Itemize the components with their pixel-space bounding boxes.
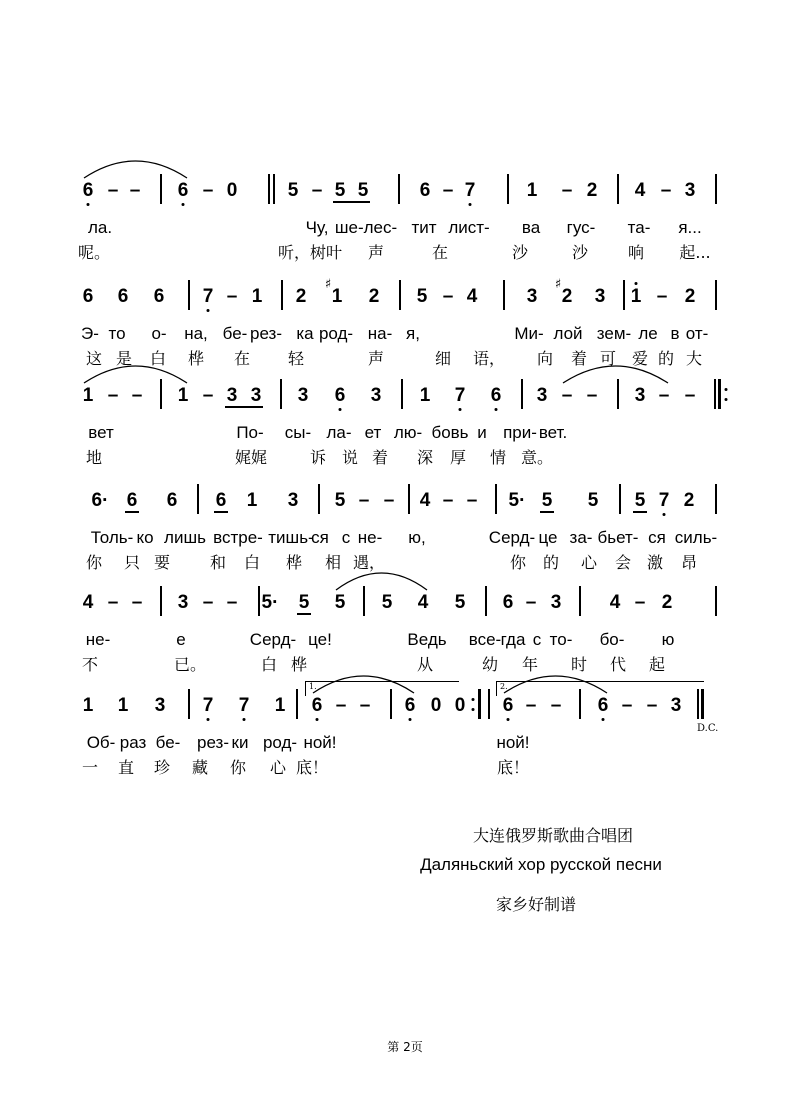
note: 3 [526,286,538,307]
note: 1 [251,286,263,307]
lyric-russian: лю- [393,423,423,442]
note: 6 [404,695,416,716]
note: 1 [331,286,343,307]
note: 3 [370,385,382,406]
lyric-russian: вет [88,423,114,442]
lyric-russian: Ми- [514,324,544,343]
note: 3 [287,490,299,511]
lyric-chinese: 诉 [309,448,327,467]
lyric-russian: Толь- [90,528,134,547]
lyric-chinese: 着 [371,448,389,467]
note: 7 [454,385,466,406]
extension-dash: – [107,385,119,406]
lyric-russian: лой [553,324,583,343]
lyric-russian: ет [364,423,382,442]
lyric-russian: лист- [448,218,490,237]
lyric-chinese: 激 [646,553,664,572]
lyric-russian: силь- [674,528,718,547]
note: 4 [634,180,646,201]
note: 3 [177,592,189,613]
note: 2 [295,286,307,307]
extension-dash: – [621,695,633,716]
lyric-chinese: 桦 [285,553,303,572]
note: 2 [683,490,695,511]
lyric-chinese: 白 [260,655,278,674]
extension-dash: – [202,385,214,406]
note: 3 [550,592,562,613]
extension-dash: – [646,695,658,716]
note: 5 [357,180,369,201]
lyric-russian: род- [318,324,354,343]
lyric-chinese: 年 [521,655,539,674]
lyric-russian: и [477,423,487,442]
lyric-russian: с [341,528,351,547]
note: 6 [82,180,94,201]
lyric-russian: с [532,630,542,649]
page-number: 第 2页 [387,1040,423,1054]
lyric-russian: тишь- [268,528,314,547]
note: 4 [609,592,621,613]
lyric-russian: ва [521,218,541,237]
lyric-russian: бе- [222,324,248,343]
arranger-credit: 家乡好制谱 [495,895,577,914]
lyric-chinese: 桦 [290,655,308,674]
note: 0 [430,695,442,716]
extension-dash: – [442,490,454,511]
lyric-russian: тит [411,218,437,237]
lyric-russian: бьет- [597,528,639,547]
extension-dash: – [202,592,214,613]
note: 5 [541,490,553,511]
note: 1 [82,695,94,716]
note: 5 [587,490,599,511]
lyric-russian: ше-лес- [334,218,398,237]
lyric-russian: рез- [197,733,229,752]
note: 6 [82,286,94,307]
note: 6 [166,490,178,511]
extension-dash: – [202,180,214,201]
lyric-chinese: 沙 [511,243,529,262]
lyric-chinese: 底！ [295,758,329,777]
volta-bracket-2 [496,681,704,696]
lyric-russian: не- [85,630,111,649]
note: 2 [684,286,696,307]
note: 3 [684,180,696,201]
lyric-russian: Серд- [488,528,536,547]
volta-number: 2. [500,682,508,691]
extension-dash: – [383,490,395,511]
note: 1 [117,695,129,716]
lyric-chinese: 着 [570,349,588,368]
note: 1 [274,695,286,716]
extension-dash: – [226,592,238,613]
note: 1 [177,385,189,406]
extension-dash: – [466,490,478,511]
lyric-chinese: 这 [85,349,103,368]
note: 5 [634,490,646,511]
lyric-chinese: 响 [627,243,645,262]
lyric-chinese: 在 [431,243,449,262]
lyric-chinese: 白 [243,553,261,572]
note: 6· [91,490,109,511]
lyric-russian: в [670,324,680,343]
lyric-chinese: 意。 [520,448,554,467]
lyric-chinese: 轻 [287,349,305,368]
note: 6 [117,286,129,307]
lyric-russian: гда [500,630,526,649]
sharp-accidental: ♯ [554,277,562,292]
lyric-russian: ле [638,324,658,343]
note: 5 [454,592,466,613]
lyric-chinese: 幼 [481,655,499,674]
lyric-russian: о- [151,324,167,343]
lyric-russian: ной! [496,733,530,752]
lyric-russian: гус- [566,218,596,237]
extension-dash: – [656,286,668,307]
lyric-chinese: 要 [153,553,171,572]
lyric-russian: Чу, [305,218,329,237]
extension-dash: – [586,385,598,406]
lyric-russian: ся [311,528,329,547]
lyric-russian: на- [367,324,393,343]
lyric-russian: сы- [284,423,312,442]
lyric-chinese: 你 [509,553,527,572]
lyric-russian: ко [136,528,154,547]
note: 7 [464,180,476,201]
note: 4 [82,592,94,613]
note: 4 [419,490,431,511]
lyric-chinese: 的 [542,553,560,572]
extension-dash: – [131,592,143,613]
lyric-russian: зем- [596,324,632,343]
lyric-russian: ки [231,733,249,752]
lyric-russian: на, [184,324,208,343]
note: 3 [226,385,238,406]
lyric-russian: ной! [303,733,337,752]
lyric-chinese: 起 [648,655,666,674]
note: 7 [238,695,250,716]
extension-dash: – [634,592,646,613]
lyric-chinese: 遇， [352,553,386,572]
lyric-russian: бо- [599,630,625,649]
note: 6 [126,490,138,511]
lyric-russian: от- [685,324,709,343]
note: 5 [334,180,346,201]
lyric-chinese: 娓娓 [234,448,268,467]
note: 6 [311,695,323,716]
extension-dash: – [684,385,696,406]
lyric-russian: не- [357,528,383,547]
lyric-chinese: 藏 [191,758,209,777]
lyric-russian: ла. [87,218,113,237]
lyric-russian: при- [503,423,537,442]
lyric-chinese: 呢。 [77,243,111,262]
lyric-russian: Об- [86,733,116,752]
extension-dash: – [442,180,454,201]
sharp-accidental: ♯ [324,277,332,292]
extension-dash: – [311,180,323,201]
note: 5· [261,592,279,613]
note: 3 [670,695,682,716]
note: 5 [287,180,299,201]
lyric-chinese: 听，树叶 [277,243,343,262]
lyric-chinese: 语， [472,349,506,368]
note: 4 [417,592,429,613]
note: 2 [661,592,673,613]
lyric-russian: ся [648,528,666,547]
lyric-chinese: 会 [614,553,632,572]
lyric-russian: лишь [164,528,206,547]
lyric-russian: рез- [250,324,282,343]
lyric-chinese: 的 [657,349,675,368]
lyric-chinese: 你 [85,553,103,572]
lyric-chinese: 心 [269,758,287,777]
lyric-russian: то [108,324,126,343]
lyric-russian: все- [468,630,502,649]
lyric-chinese: 直 [117,758,135,777]
extension-dash: – [129,180,141,201]
note: 0 [226,180,238,201]
lyric-russian: ла- [326,423,352,442]
note: 0 [454,695,466,716]
lyric-chinese: 可 [599,349,617,368]
note: 2 [561,286,573,307]
note: 1 [246,490,258,511]
lyric-chinese: 只 [123,553,141,572]
lyric-chinese: 爱 [631,349,649,368]
note: 5 [334,490,346,511]
extension-dash: – [442,286,454,307]
choir-name-russian: Даляньский хор русской песни [420,855,662,874]
note: 5· [508,490,526,511]
extension-dash: – [525,592,537,613]
lyric-chinese: 从 [416,655,434,674]
lyric-chinese: 昂 [680,553,698,572]
lyric-chinese: 大 [685,349,703,368]
lyric-russian: Э- [81,324,99,343]
lyric-chinese: 不 [81,655,99,674]
lyric-russian: це [538,528,558,547]
lyric-russian: за- [569,528,593,547]
lyric-russian: я... [678,218,702,237]
lyric-chinese: 是 [115,349,133,368]
lyric-russian: е [176,630,186,649]
lyric-russian: ю [661,630,675,649]
note: 3 [634,385,646,406]
lyric-chinese: 时 [570,655,588,674]
note: 3 [297,385,309,406]
lyric-chinese: 情 [489,448,507,467]
note: 6 [334,385,346,406]
lyric-chinese: 声 [367,349,385,368]
lyric-russian: то- [549,630,573,649]
extension-dash: – [550,695,562,716]
note: 6 [502,695,514,716]
note: 6 [153,286,165,307]
choir-name-chinese: 大连俄罗斯歌曲合唱团 [472,826,634,845]
note: 5 [381,592,393,613]
note: 6 [502,592,514,613]
note: 5 [416,286,428,307]
lyric-russian: я, [406,324,420,343]
note: 3 [536,385,548,406]
lyric-russian: ка [296,324,314,343]
lyric-chinese: 代 [609,655,627,674]
extension-dash: – [359,695,371,716]
extension-dash: – [107,180,119,201]
lyric-chinese: 声 [367,243,385,262]
lyric-chinese: 地 [85,448,103,467]
note: 3 [594,286,606,307]
note: 1 [82,385,94,406]
lyric-chinese: 白 [149,349,167,368]
note: 5 [298,592,310,613]
extension-dash: – [658,385,670,406]
extension-dash: – [226,286,238,307]
da-capo-marking: D.C. [697,723,719,734]
extension-dash: – [561,180,573,201]
lyric-chinese: 你 [229,758,247,777]
extension-dash: – [660,180,672,201]
lyric-chinese: 珍 [153,758,171,777]
lyric-russian: бовь [431,423,469,442]
lyric-chinese: 深 [416,448,434,467]
extension-dash: – [131,385,143,406]
note: 2 [586,180,598,201]
note: 1 [419,385,431,406]
note: 6 [177,180,189,201]
lyric-russian: встре- [213,528,263,547]
note: 1 [526,180,538,201]
extension-dash: – [335,695,347,716]
note: 3 [154,695,166,716]
note: 6 [215,490,227,511]
note: 6 [597,695,609,716]
lyric-chinese: 说 [341,448,359,467]
extension-dash: – [107,592,119,613]
volta-bracket-1 [305,681,459,696]
lyric-russian: По- [236,423,264,442]
note: 1 [630,286,642,307]
lyric-chinese: 厚 [449,448,467,467]
lyric-russian: бе- [155,733,181,752]
lyric-chinese: 细 [434,349,452,368]
note: 6 [419,180,431,201]
lyric-chinese: 相 [324,553,342,572]
lyric-chinese: 向 [536,349,554,368]
extension-dash: – [561,385,573,406]
lyric-russian: ю, [408,528,426,547]
lyric-russian: вет. [538,423,568,442]
lyric-russian: це! [308,630,332,649]
note: 5 [334,592,346,613]
lyric-chinese: 已。 [173,655,207,674]
note: 4 [466,286,478,307]
note: 6 [490,385,502,406]
lyric-chinese: 沙 [571,243,589,262]
volta-number: 1. [309,682,317,691]
lyric-russian: раз [119,733,147,752]
lyric-russian: род- [262,733,298,752]
note: 7 [202,695,214,716]
lyric-chinese: 底！ [496,758,530,777]
note: 7 [202,286,214,307]
lyric-russian: Ведь [407,630,447,649]
note: 2 [368,286,380,307]
lyric-russian: Серд- [249,630,297,649]
lyric-chinese: 和 [209,553,227,572]
extension-dash: – [525,695,537,716]
lyric-chinese: 桦 [187,349,205,368]
lyric-chinese: 心 [580,553,598,572]
lyric-chinese: 在 [233,349,251,368]
lyric-chinese: 一 [81,758,99,777]
extension-dash: – [358,490,370,511]
note: 7 [658,490,670,511]
lyric-chinese: 起... [679,243,711,262]
note: 3 [250,385,262,406]
lyric-russian: та- [627,218,651,237]
